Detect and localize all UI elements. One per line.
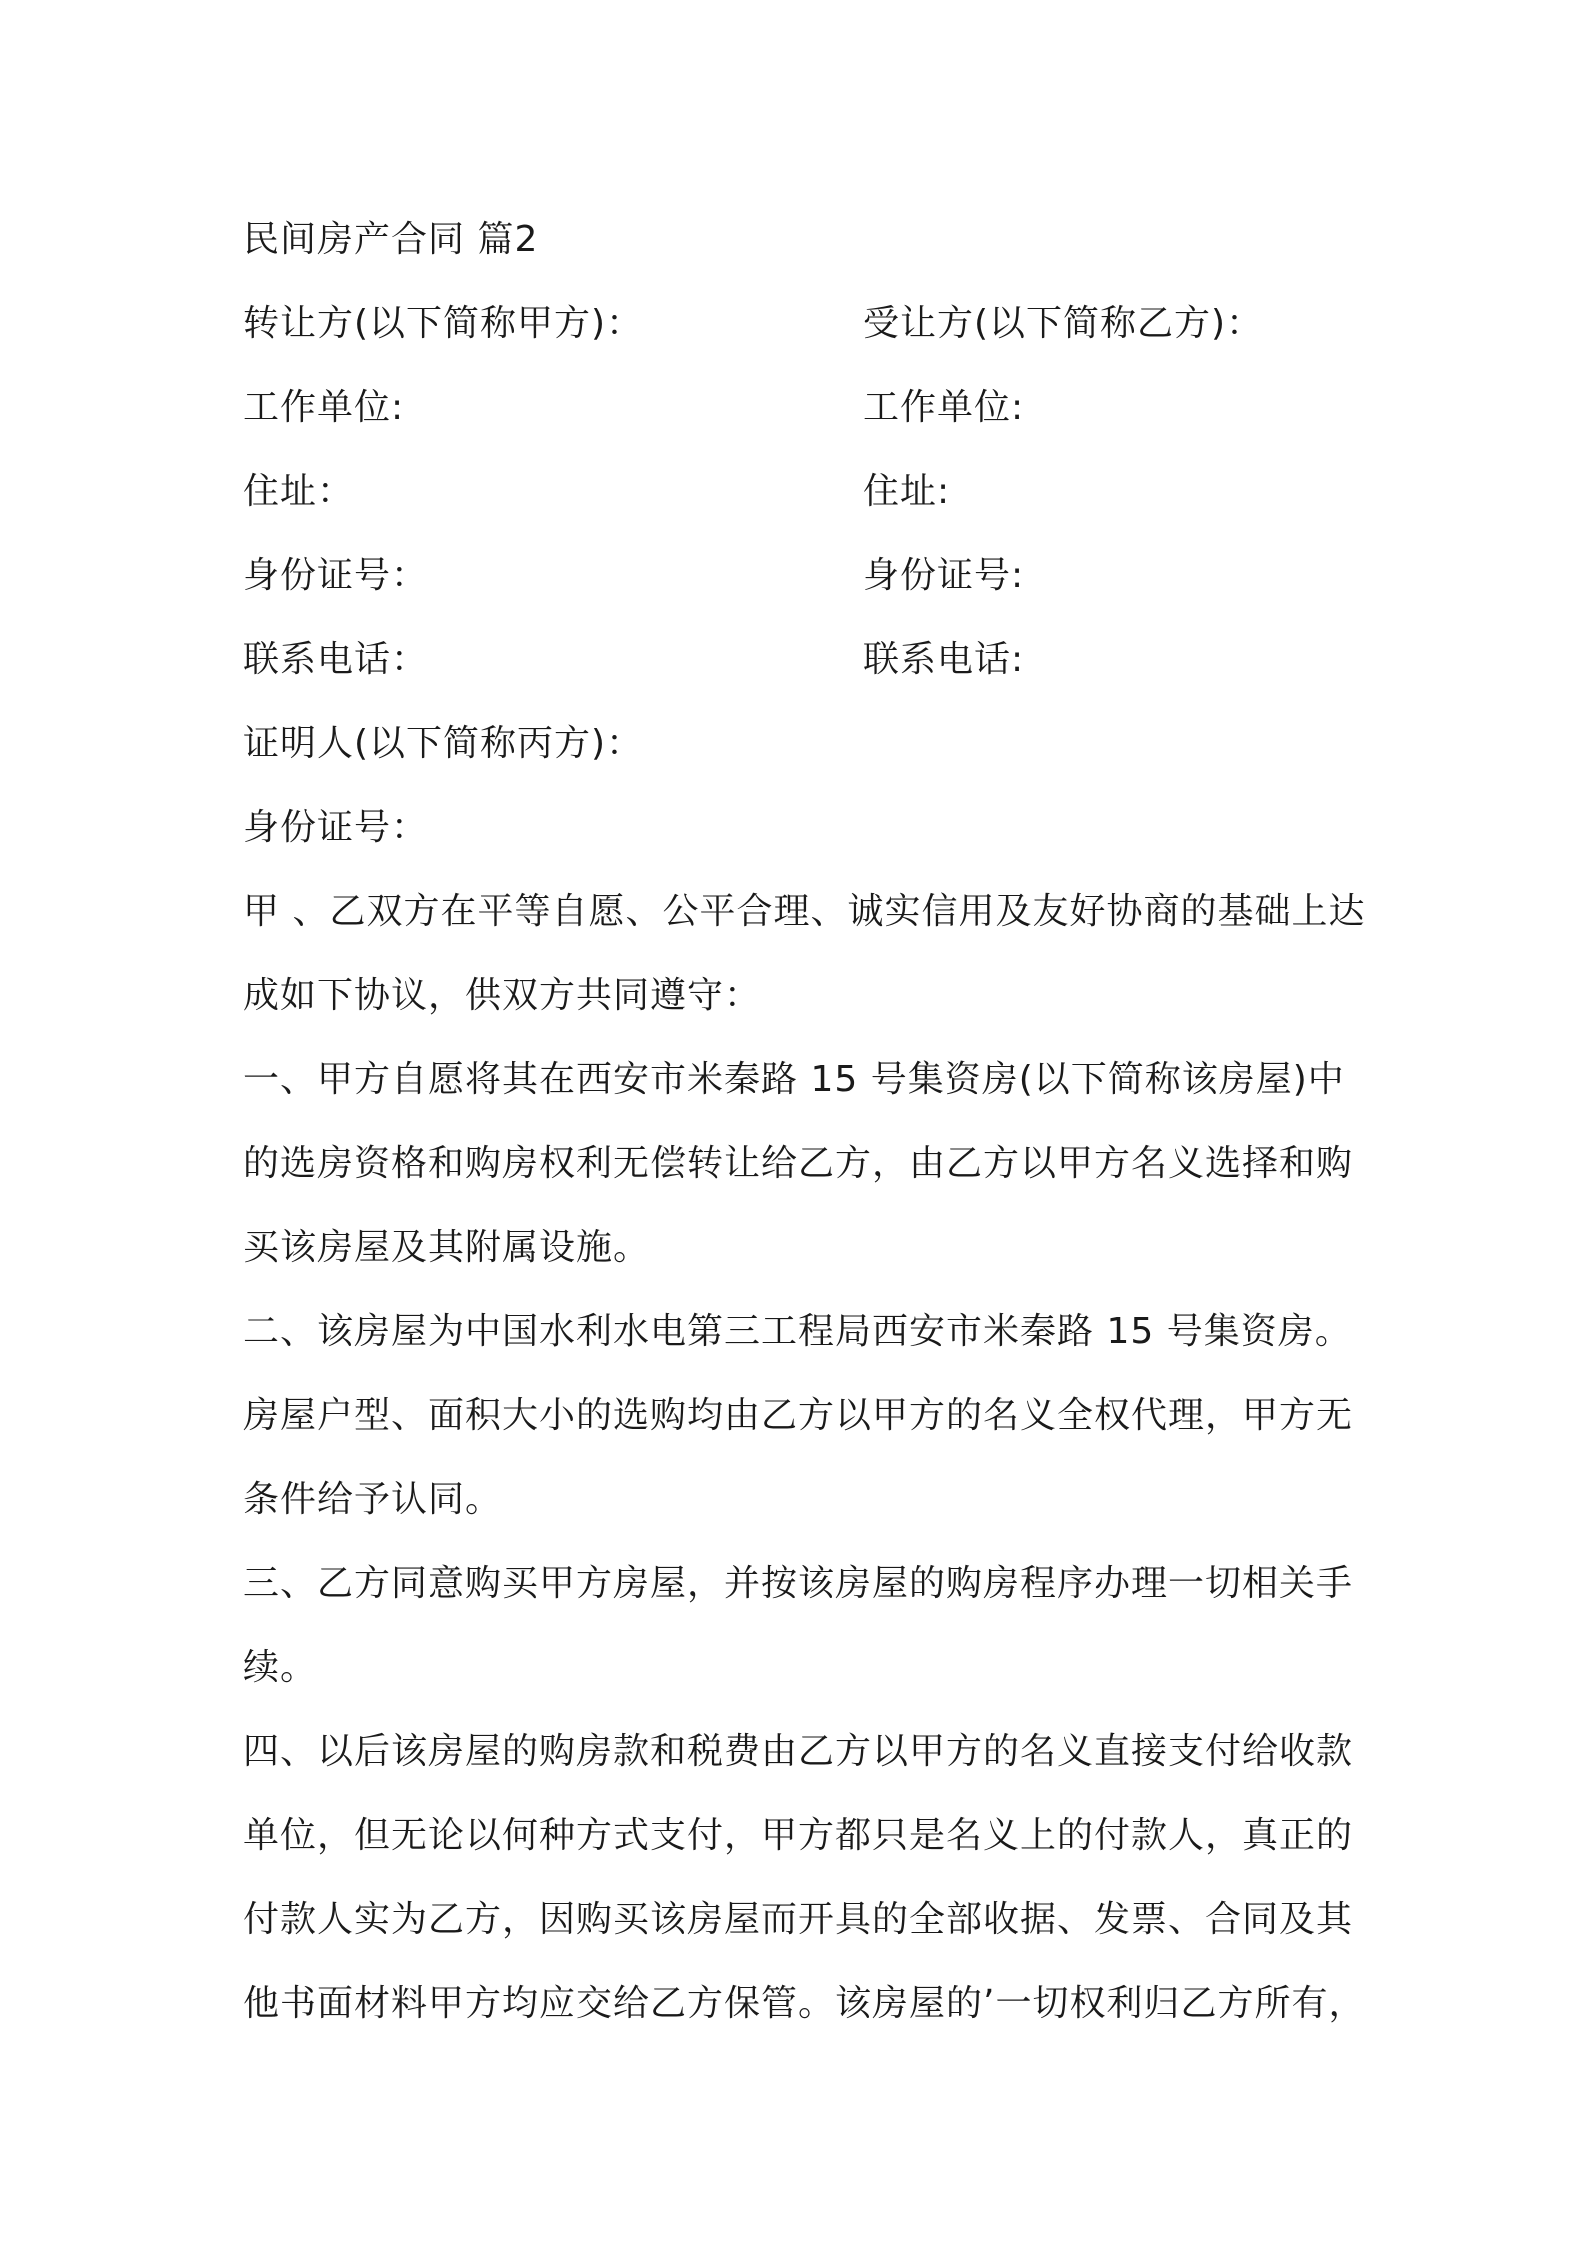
paragraph-line: 房屋户型、面积大小的选购均由乙方以甲方的名义全权代理，甲方无 xyxy=(243,1395,1354,1436)
clause-1 xyxy=(243,1038,1363,1290)
party-row xyxy=(243,282,1363,366)
transferee-label: 受让方(以下简称乙方)： xyxy=(863,303,1264,344)
paragraph-line: 条件给予认同。 xyxy=(243,1479,503,1520)
document-title: 民间房产合同 篇2 xyxy=(243,219,539,260)
paragraph-line: 三、乙方同意购买甲方房屋，并按该房屋的购房程序办理一切相关手 xyxy=(243,1563,1354,1604)
clause-2 xyxy=(243,1290,1363,1542)
paragraph-line: 成如下协议，供双方共同遵守： xyxy=(243,975,762,1016)
transferor-phone-label: 联系电话： xyxy=(243,639,429,680)
paragraph-line: 的选房资格和购房权利无偿转让给乙方，由乙方以甲方名义选择和购 xyxy=(243,1143,1354,1184)
paragraph-line: 付款人实为乙方，因购买该房屋而开具的全部收据、发票、合同及其 xyxy=(243,1899,1354,1940)
clause-3 xyxy=(243,1542,1363,1710)
transferor-id-label: 身份证号： xyxy=(243,555,429,596)
paragraph-line: 他书面材料甲方均应交给乙方保管。该房屋的’一切权利归乙方所有， xyxy=(243,1983,1366,2024)
paragraph-line: 甲 、乙双方在平等自愿、公平合理、诚实信用及友好协商的基础上达 xyxy=(243,891,1366,932)
intro-paragraph xyxy=(243,870,1366,1038)
paragraph-line: 一、甲方自愿将其在西安市米秦路 15 号集资房(以下简称该房屋)中 xyxy=(243,1059,1345,1100)
contract-page xyxy=(243,198,1366,2046)
transferor-address-label: 住址： xyxy=(243,471,355,512)
transferee-employer-label: 工作单位: xyxy=(863,387,1025,428)
witness-label: 证明人(以下简称丙方)： xyxy=(243,723,644,764)
paragraph-line: 买该房屋及其附属设施。 xyxy=(243,1227,651,1268)
party-row xyxy=(243,450,1363,534)
transferee-id-label: 身份证号: xyxy=(863,555,1025,596)
transferor-employer-label: 工作单位: xyxy=(243,387,405,428)
clause-4 xyxy=(243,1710,1366,2046)
party-row xyxy=(243,366,1363,450)
transferee-phone-label: 联系电话: xyxy=(863,639,1025,680)
paragraph-line: 四、以后该房屋的购房款和税费由乙方以甲方的名义直接支付给收款 xyxy=(243,1731,1354,1772)
party-row xyxy=(243,618,1363,702)
paragraph-line: 单位，但无论以何种方式支付，甲方都只是名义上的付款人，真正的 xyxy=(243,1815,1354,1856)
paragraph-line: 续。 xyxy=(243,1647,318,1688)
paragraph-line: 二、该房屋为中国水利水电第三工程局西安市米秦路 15 号集资房。 xyxy=(243,1311,1352,1352)
witness-id-label: 身份证号： xyxy=(243,807,429,848)
transferee-address-label: 住址: xyxy=(863,471,951,512)
party-row xyxy=(243,534,1363,618)
transferor-label: 转让方(以下简称甲方)： xyxy=(243,303,644,344)
